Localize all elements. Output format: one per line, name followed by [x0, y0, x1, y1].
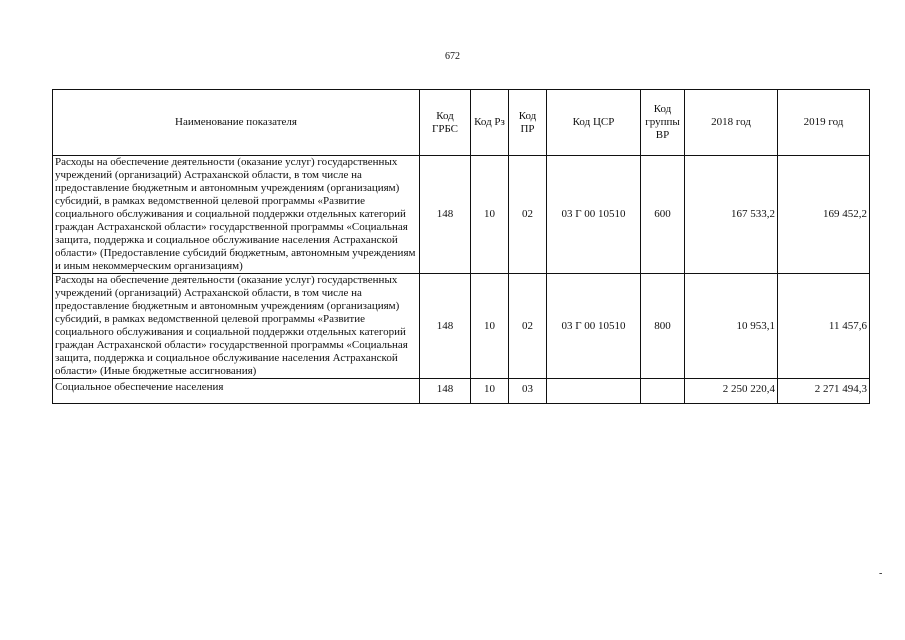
row-grbs: 148: [420, 156, 471, 274]
table-row: [53, 156, 870, 274]
row-2019: 169 452,2: [778, 156, 870, 274]
row-2018: 10 953,1: [685, 274, 778, 379]
row-2019: 2 271 494,3: [778, 379, 870, 404]
row-csr: 03 Г 00 10510: [547, 156, 641, 274]
row-rz: 10: [471, 379, 509, 404]
row-2019: 11 457,6: [778, 274, 870, 379]
header-csr: Код ЦСР: [547, 90, 641, 156]
table-row: [53, 379, 870, 404]
row-rz: 10: [471, 274, 509, 379]
row-grbs: 148: [420, 274, 471, 379]
row-name: Расходы на обеспечение деятельности (оказание услуг) государственных учреждений (организаций) Астраханской области, в том числе на предоставление бюджетным и автономным учреждениям (организациям) субсидий, в рамках ведомственной целевой программы «Развитие социального обслуживания и социальной поддержки отдельных категорий граждан Астраханской области» государственной программы «Социальная защита, поддержка и социальное обслуживание населения Астраханской области» (Предоставление субсидий бюджетным, автономным учреждениям и иным некоммерческим организациям): [53, 156, 420, 274]
row-pr: 03: [509, 379, 547, 404]
row-csr: 03 Г 00 10510: [547, 274, 641, 379]
row-name: Расходы на обеспечение деятельности (оказание услуг) государственных учреждений (организаций) Астраханской области, в том числе на предоставление бюджетным и автономным учреждениям (организациям) субсидий, в рамках ведомственной целевой программы «Развитие социального обслуживания и социальной поддержки отдельных категорий граждан Астраханской области» государственной программы «Социальная защита, поддержка и социальное обслуживание населения Астраханской области» (Иные бюджетные ассигнования): [53, 274, 420, 379]
row-vr: [641, 379, 685, 404]
header-rz: Код Рз: [471, 90, 509, 156]
row-vr: 800: [641, 274, 685, 379]
row-vr: 600: [641, 156, 685, 274]
scan-mark: -: [879, 568, 883, 579]
row-rz: 10: [471, 156, 509, 274]
row-csr: [547, 379, 641, 404]
header-name: Наименование показателя: [53, 90, 420, 156]
row-2018: 2 250 220,4: [685, 379, 778, 404]
row-name: Социальное обеспечение населения: [53, 379, 420, 404]
header-row: [53, 90, 870, 156]
header-2018: 2018 год: [685, 90, 778, 156]
header-grbs: Код ГРБС: [420, 90, 471, 156]
row-grbs: 148: [420, 379, 471, 404]
row-pr: 02: [509, 156, 547, 274]
page-number: 672: [445, 51, 460, 62]
table-row: [53, 274, 870, 379]
budget-table: [52, 89, 870, 404]
row-pr: 02: [509, 274, 547, 379]
header-pr: Код ПР: [509, 90, 547, 156]
header-vr: Код группы ВР: [641, 90, 685, 156]
header-2019: 2019 год: [778, 90, 870, 156]
row-2018: 167 533,2: [685, 156, 778, 274]
